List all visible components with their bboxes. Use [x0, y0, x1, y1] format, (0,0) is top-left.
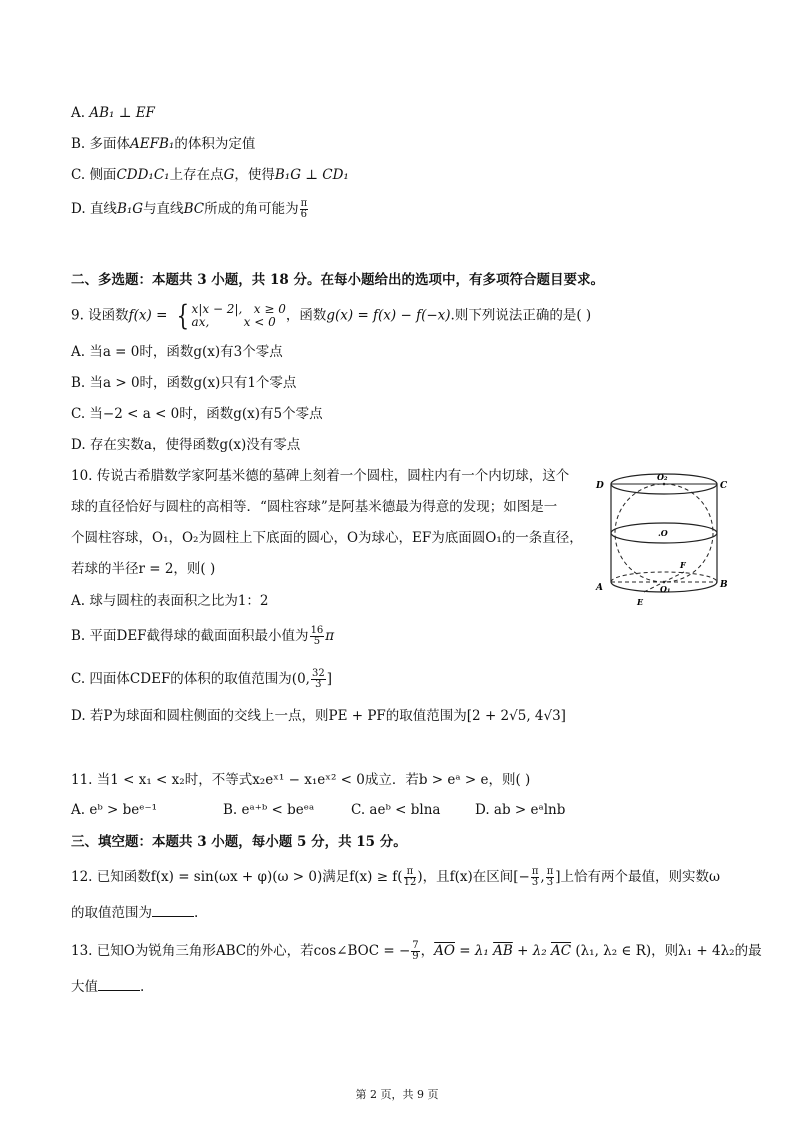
- label-a: A: [596, 583, 603, 593]
- q10-stem-line-1: 10. 传说古希腊数学家阿基米德的墓碑上刻着一个圆柱，圆柱内有一个内切球，这个: [71, 468, 570, 484]
- stem-math: = λ₁: [454, 943, 494, 959]
- cylinder-sphere-figure: [594, 466, 734, 612]
- label-b: B: [720, 580, 728, 590]
- q8-option-c: [71, 166, 349, 184]
- case-expr: ax,: [191, 315, 210, 329]
- stem-text: ,: [540, 869, 545, 885]
- q9-stem: [71, 299, 592, 332]
- q11-stem: 11. 当1 < x₁ < x₂时，不等式x₂eˣ¹ − x₁eˣ² < 0成立．若b > eᵃ > e，则( ): [71, 772, 531, 788]
- frac-den: 9: [412, 951, 419, 962]
- q8-option-a: [71, 104, 155, 122]
- stem-text: )，且f(x)在区间[−: [417, 869, 530, 885]
- option-text: 多面体: [89, 136, 131, 152]
- q10-stem-line-3: 个圆柱容球，O₁，O₂为圆柱上下底面的圆心，O为球心，EF为底面圆O₁的一条直径，: [71, 530, 583, 546]
- fraction: [311, 669, 326, 690]
- q12-line-1: [71, 867, 720, 888]
- stem-text: 9. 设函数: [71, 307, 129, 324]
- frac-den: 12: [403, 877, 417, 888]
- stem-text: 的取值范围为: [71, 905, 152, 921]
- stem-math: f(x) =: [128, 307, 172, 324]
- stem-text: 大值: [71, 979, 98, 995]
- label-o2: O₂: [657, 472, 668, 482]
- fraction: [300, 199, 309, 220]
- fraction: [404, 867, 417, 888]
- case-cond: x < 0: [243, 315, 276, 329]
- option-label: B.: [71, 136, 90, 152]
- option-math: B₁G ⊥ CD₁: [274, 167, 349, 183]
- option-math: CDD₁C₁: [116, 167, 170, 183]
- option-text: ]: [326, 671, 332, 687]
- option-math: AB₁ ⊥ EF: [89, 105, 155, 121]
- piecewise-rows: [192, 303, 286, 329]
- frac-num: 7: [412, 940, 419, 951]
- stem-math: + λ₂: [512, 943, 551, 959]
- frac-num: π: [531, 866, 539, 877]
- option-text: C. 四面体CDEF的体积的取值范围为(0,: [71, 671, 310, 687]
- stem-text: (λ₁, λ₂ ∈ R)，则λ₁ + 4λ₂的最: [571, 943, 762, 959]
- q10-stem-line-2: 球的直径恰好与圆柱的高相等．“圆柱容球”是阿基米德最为得意的发现；如图是一: [71, 499, 558, 515]
- label-d: D: [596, 481, 604, 491]
- piecewise-definition: [174, 299, 286, 332]
- stem-text: .: [140, 979, 145, 995]
- option-math: BC: [183, 201, 205, 217]
- option-label: A.: [71, 105, 90, 121]
- fraction: [411, 941, 419, 962]
- q11-option-a: A. eᵇ > beᵉ⁻¹: [71, 802, 158, 818]
- frac-num: 32: [311, 668, 325, 679]
- option-math: G: [223, 167, 235, 183]
- brace-glyph: {: [176, 299, 189, 332]
- frac-den: 3: [546, 877, 554, 888]
- stem-math: g(x) = f(x) − f(−x): [326, 307, 451, 324]
- q10-option-d: D. 若P为球面和圆柱侧面的交线上一点，则PE + PF的取值范围为[2 + 2√5, 4√3]: [71, 708, 566, 724]
- option-text: B. 平面DEF截得球的截面面积最小值为: [71, 628, 309, 644]
- case-expr: x|x − 2|,: [191, 302, 243, 316]
- cylinder-sphere-diagram: [594, 466, 734, 612]
- option-math: π: [325, 628, 335, 644]
- q10-stem-line-4: 若球的半径r = 2，则( ): [71, 561, 216, 577]
- q13-line-2: [71, 978, 144, 996]
- vector-ac: $\overline{AC}$: [550, 943, 572, 959]
- frac-den: 3: [531, 877, 539, 888]
- q10-option-c: [71, 669, 332, 690]
- frac-num: π: [404, 867, 417, 878]
- stem-text: ]上恰有两个最值，则实数ω: [555, 869, 721, 885]
- q9-option-a: A. 当a = 0时，函数g(x)有3个零点: [71, 344, 283, 360]
- frac-den: 5: [313, 636, 321, 647]
- label-f: F: [680, 560, 686, 570]
- label-o: .O: [658, 528, 668, 538]
- stem-text: ，: [420, 943, 435, 959]
- page-footer: 第 2 页，共 9 页: [355, 1088, 439, 1101]
- q10-option-b: [71, 626, 334, 647]
- option-label: D.: [71, 201, 90, 217]
- option-math: AEFB₁: [130, 136, 175, 152]
- bottom-base-back: [611, 572, 717, 582]
- q9-option-c: C. 当−2 < a < 0时，函数g(x)有5个零点: [71, 406, 323, 422]
- option-text: 直线: [89, 201, 117, 217]
- option-text: 与直线: [143, 201, 184, 217]
- stem-text: .则下列说法正确的是( ): [450, 307, 592, 324]
- label-o1: O₁: [660, 584, 671, 594]
- q11-option-b: B. eᵃ⁺ᵇ < beᵉᵃ: [223, 802, 315, 818]
- stem-text: 13. 已知O为锐角三角形ABC的外心，若cos∠BOC = −: [71, 943, 411, 959]
- stem-text: ，函数: [285, 307, 327, 324]
- option-text: 侧面: [89, 167, 117, 183]
- option-text: 上存在点: [169, 167, 224, 183]
- option-text: 的体积为定值: [174, 136, 256, 152]
- q13-line-1: [71, 941, 762, 962]
- q9-option-b: B. 当a > 0时，函数g(x)只有1个零点: [71, 375, 297, 391]
- fraction: [546, 867, 555, 888]
- option-text: ，使得: [234, 167, 275, 183]
- piecewise-row-2: [192, 316, 286, 329]
- label-e: E: [637, 597, 644, 607]
- q11-options: [71, 801, 627, 819]
- vector-ab: $\overline{AB}$: [493, 943, 513, 959]
- stem-text: 12. 已知函数f(x) = sin(ωx + φ)(ω > 0)满足f(x) ≥ f(: [71, 869, 403, 885]
- answer-blank[interactable]: [98, 978, 140, 991]
- answer-blank[interactable]: [152, 904, 194, 917]
- frac-den: 6: [300, 209, 308, 220]
- center-o2: [663, 483, 666, 486]
- fraction: [310, 626, 325, 647]
- q11-option-c: C. aeᵇ < blna: [351, 802, 441, 818]
- frac-num: 16: [310, 625, 324, 636]
- q8-option-b: [71, 135, 255, 153]
- stem-text: .: [194, 905, 199, 921]
- vector-ao: $\overline{AO}$: [434, 943, 455, 959]
- option-math: B₁G: [116, 201, 144, 217]
- q8-option-d: [71, 199, 309, 220]
- center-o1: [663, 581, 666, 584]
- case-cond: x ≥ 0: [253, 302, 286, 316]
- option-text: 所成的角可能为: [204, 201, 299, 217]
- label-c: C: [720, 481, 728, 491]
- q9-option-d: D. 存在实数a，使得函数g(x)没有零点: [71, 437, 301, 453]
- option-label: C.: [71, 167, 90, 183]
- q10-option-a: A. 球与圆柱的表面积之比为1：2: [71, 593, 269, 609]
- frac-num: π: [546, 866, 554, 877]
- q11-option-d: D. ab > eᵃlnb: [475, 802, 566, 818]
- frac-num: π: [300, 198, 308, 209]
- frac-den: 3: [315, 679, 322, 690]
- section-heading-multiple-choice: 二、多选题：本题共 3 小题，共 18 分。在每小题给出的选项中，有多项符合题目要求。: [71, 272, 604, 288]
- section-heading-fill-in: 三、填空题：本题共 3 小题，每小题 5 分，共 15 分。: [71, 834, 407, 850]
- fraction: [531, 867, 540, 888]
- q12-line-2: [71, 904, 198, 922]
